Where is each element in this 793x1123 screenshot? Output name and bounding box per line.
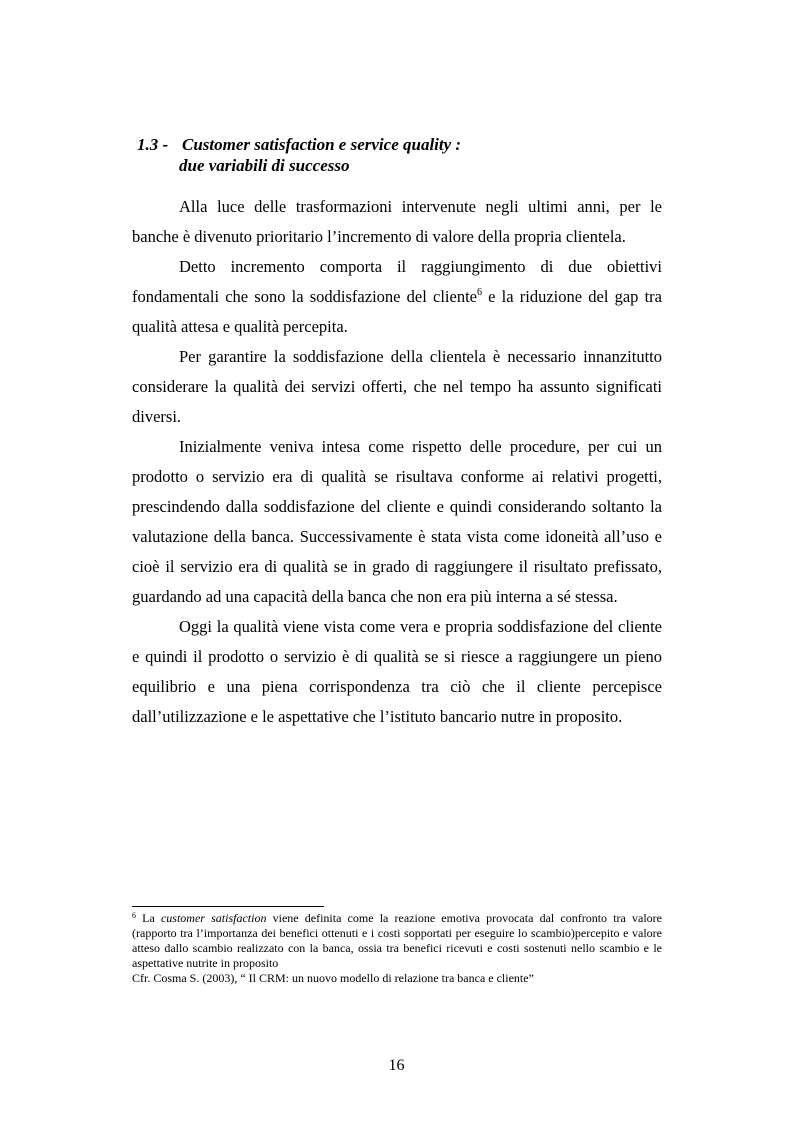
- body-text: [132, 192, 662, 732]
- section-number: 1.3 -: [137, 135, 169, 154]
- footnote-marker: 6: [132, 911, 136, 920]
- footnote-text: viene definita come la reazione emotiva provocata dal confronto tra valore (rapporto tra l’importanza dei benefici ottenuti e i costi sopportati per eseguire lo scambio)percepito e valore atteso dallo scambio realizzato con la banca, ossia tra benefici ricevuti e costi sostenuti nello scambio e le aspettative nutrite in proposito: [132, 911, 662, 970]
- paragraph-3: Per garantire la soddisfazione della clientela è necessario innanzitutto considerare la qualità dei servizi offerti, che nel tempo ha assunto significati diversi.: [132, 347, 662, 426]
- footnote-body: [132, 911, 662, 971]
- footnote: [132, 911, 662, 986]
- paragraph-2: [132, 252, 662, 342]
- page-number: 16: [388, 1057, 405, 1074]
- paragraph-1: Alla luce delle trasformazioni intervenute negli ultimi anni, per le banche è divenuto prioritario l’incremento di valore della propria clientela.: [132, 197, 662, 246]
- footnote-separator: [132, 906, 324, 907]
- paragraph-4: Inizialmente veniva intesa come rispetto delle procedure, per cui un prodotto o servizio era di qualità se risultava conforme ai relativi progetti, prescindendo dalla soddisfazione del cliente e quindi considerando soltanto la valutazione della banca. Successivamente è stata vista come idoneità all’uso e cioè il servizio era di qualità se in grado di raggiungere il risultato prefissato, guardando ad una capacità della banca che non era più interna a sé stessa.: [132, 437, 662, 606]
- paragraph-5: Oggi la qualità viene vista come vera e propria soddisfazione del cliente e quindi il prodotto o servizio è di qualità se si riesce a raggiungere un pieno equilibrio e una piena corrispondenza tra ciò che il cliente percepisce dall’utilizzazione e le aspettative che l’istituto bancario nutre in proposito.: [132, 617, 662, 726]
- footnote-term: customer satisfaction: [160, 911, 267, 925]
- section-title-line2: due variabili di successo: [179, 156, 350, 175]
- paragraph-2-text-a: Detto incremento comporta il raggiungimento di due obiettivi fondamentali che sono la soddisfazione del cliente: [132, 257, 662, 306]
- footnote-citation: Cfr. Cosma S. (2003), “ Il CRM: un nuovo modello di relazione tra banca e cliente”: [132, 971, 534, 985]
- section-title-line1: Customer satisfaction e service quality :: [182, 135, 462, 154]
- footnote-lead: La: [136, 911, 161, 925]
- footnote-reference[interactable]: 6: [476, 287, 482, 298]
- paragraph-2-text-b: e la riduzione del gap tra qualità attesa e qualità percepita.: [132, 287, 662, 336]
- section-heading: [137, 134, 677, 176]
